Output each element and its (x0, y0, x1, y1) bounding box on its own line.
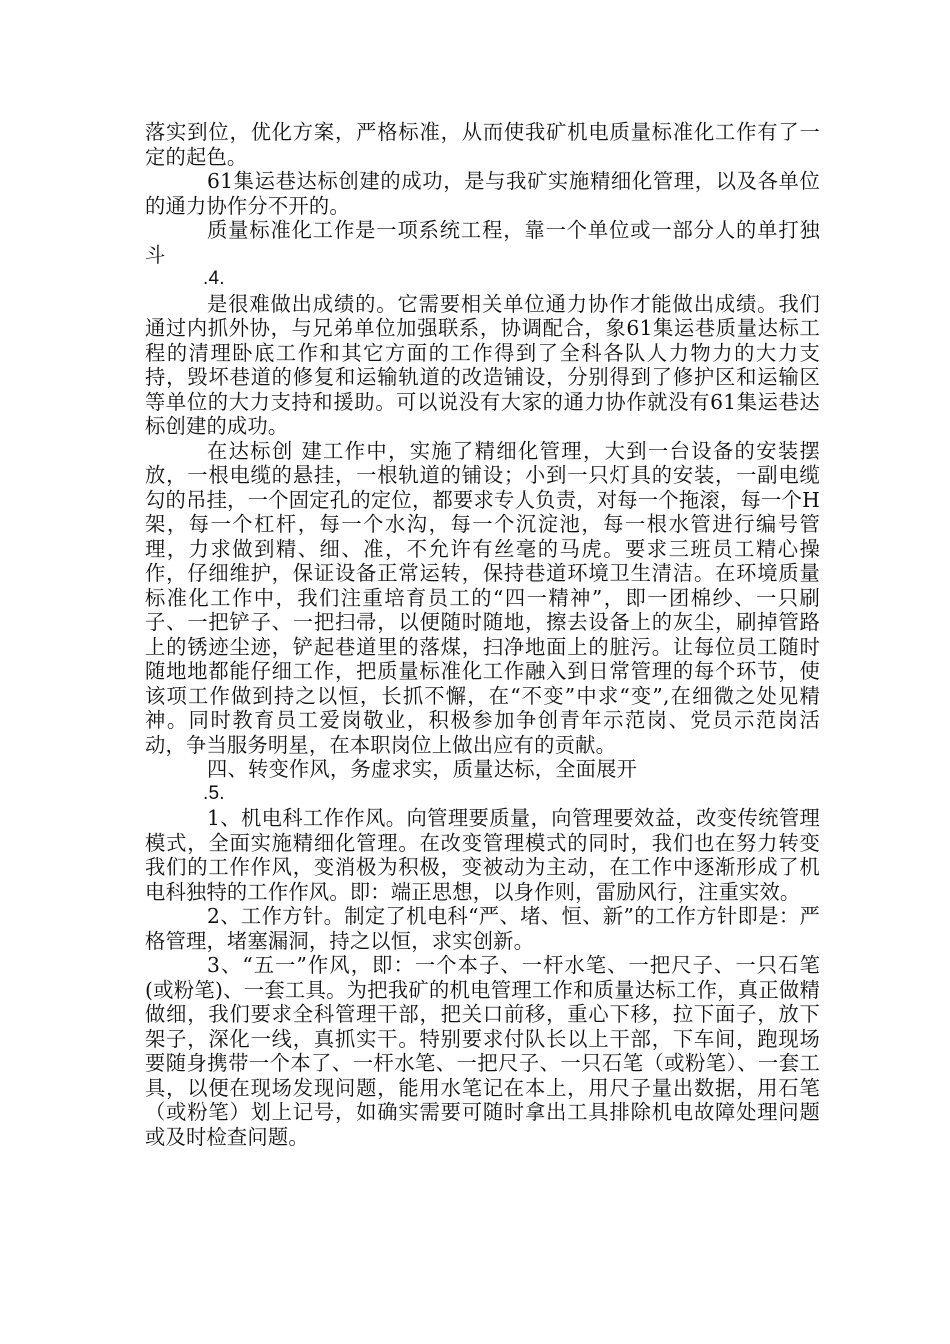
page-number: .4. (203, 268, 225, 289)
paragraph: 落实到位，优化方案，严格标准，从而使我矿机电质量标准化工作有了一定的起色。 (145, 120, 820, 169)
paragraph: 3、“五一”作风，即：一个本子、一杆水笔、一把尺子、一只石笔(或粉笔)、一套工具。为把我矿的机电管理工作和质量达标工作，真正做精做细，我们要求全科管理干部，把关口前移，重心下移，拉下面子，放下架子，深化一线，真抓实干。特别要求付队长以上干部，下车间，跑现场要随身携带一个本了、一杆水笔、一把尺子、一只石笔（或粉笔）、一套工具，以便在现场发现问题，能用水笔记在本上，用尺子量出数据，用石笔（或粉笔）划上记号，如确实需要可随时拿出工具排除机电故障处理问题或及时检查问题。 (145, 953, 820, 1149)
page-number: .5. (203, 782, 225, 804)
paragraph: 2、工作方针。制定了机电科“严、堵、恒、新”的工作方针即是：严格管理，堵塞漏洞，持之以恒，求实创新。 (145, 904, 820, 953)
paragraph: 是很难做出成绩的。它需要相关单位通力协作才能做出成绩。我们通过内抓外协，与兄弟单位加强联系，协调配合，象61集运巷质量达标工程的清理卧底工作和其它方面的工作得到了全科各队人力物力的大力支持，毁坏巷道的修复和运输轨道的改造铺设，分别得到了修护区和运输区等单位的大力支持和援助。可以说没有大家的通力协作就没有61集运巷达标创建的成功。 (145, 291, 820, 438)
section-heading: 四、转变作风，务虚求实，质量达标，全面展开 (207, 757, 638, 781)
document-page (145, 120, 820, 1149)
paragraph: 1、机电科工作作风。向管理要质量，向管理要效益，改变传统管理模式，全面实施精细化管理。在改变管理模式的同时，我们也在努力转变我们的工作作风，变消极为积极，变被动为主动，在工作中逐渐形成了机电科独特的工作作风。即：端正思想，以身作则，雷励风行，注重实效。 (145, 806, 820, 904)
paragraph: 61集运巷达标创建的成功，是与我矿实施精细化管理，以及各单位的通力协作分不开的。 (145, 169, 820, 218)
paragraph: 质量标准化工作是一项系统工程，靠一个单位或一部分人的单打独斗 (145, 218, 820, 267)
paragraph: 在达标创 建工作中，实施了精细化管理，大到一台设备的安装摆放，一根电缆的悬挂，一根轨道的铺设；小到一只灯具的安装，一副电缆勾的吊挂，一个固定孔的定位，都要求专人负责，对每一个拖滚，每一个H架，每一个杠杆，每一个水沟，每一个沉淀池，每一根水管进行编号管理，力求做到精、细、准，不允许有丝毫的马虎。要求三班员工精心操作，仔细维护，保证设备正常运转，保持巷道环境卫生清洁。在环境质量标准化工作中，我们注重培育员工的“四一精神”，即一团棉纱、一只刷子、一把铲子、一把扫帚，以便随时随地，擦去设备上的灰尘，刷掉管路上的锈迹尘迹，铲起巷道里的落煤，扫净地面上的脏污。让每位员工随时随地地都能仔细工作，把质量标准化工作融入到日常管理的每个环节，使该项工作做到持之以恒，长抓不懈，在“不变”中求“变”,在细微之处见精神。同时教育员工爱岗敬业，积极参加争创青年示范岗、党员示范岗活动，争当服务明星，在本职岗位上做出应有的贡献。 (145, 438, 820, 757)
